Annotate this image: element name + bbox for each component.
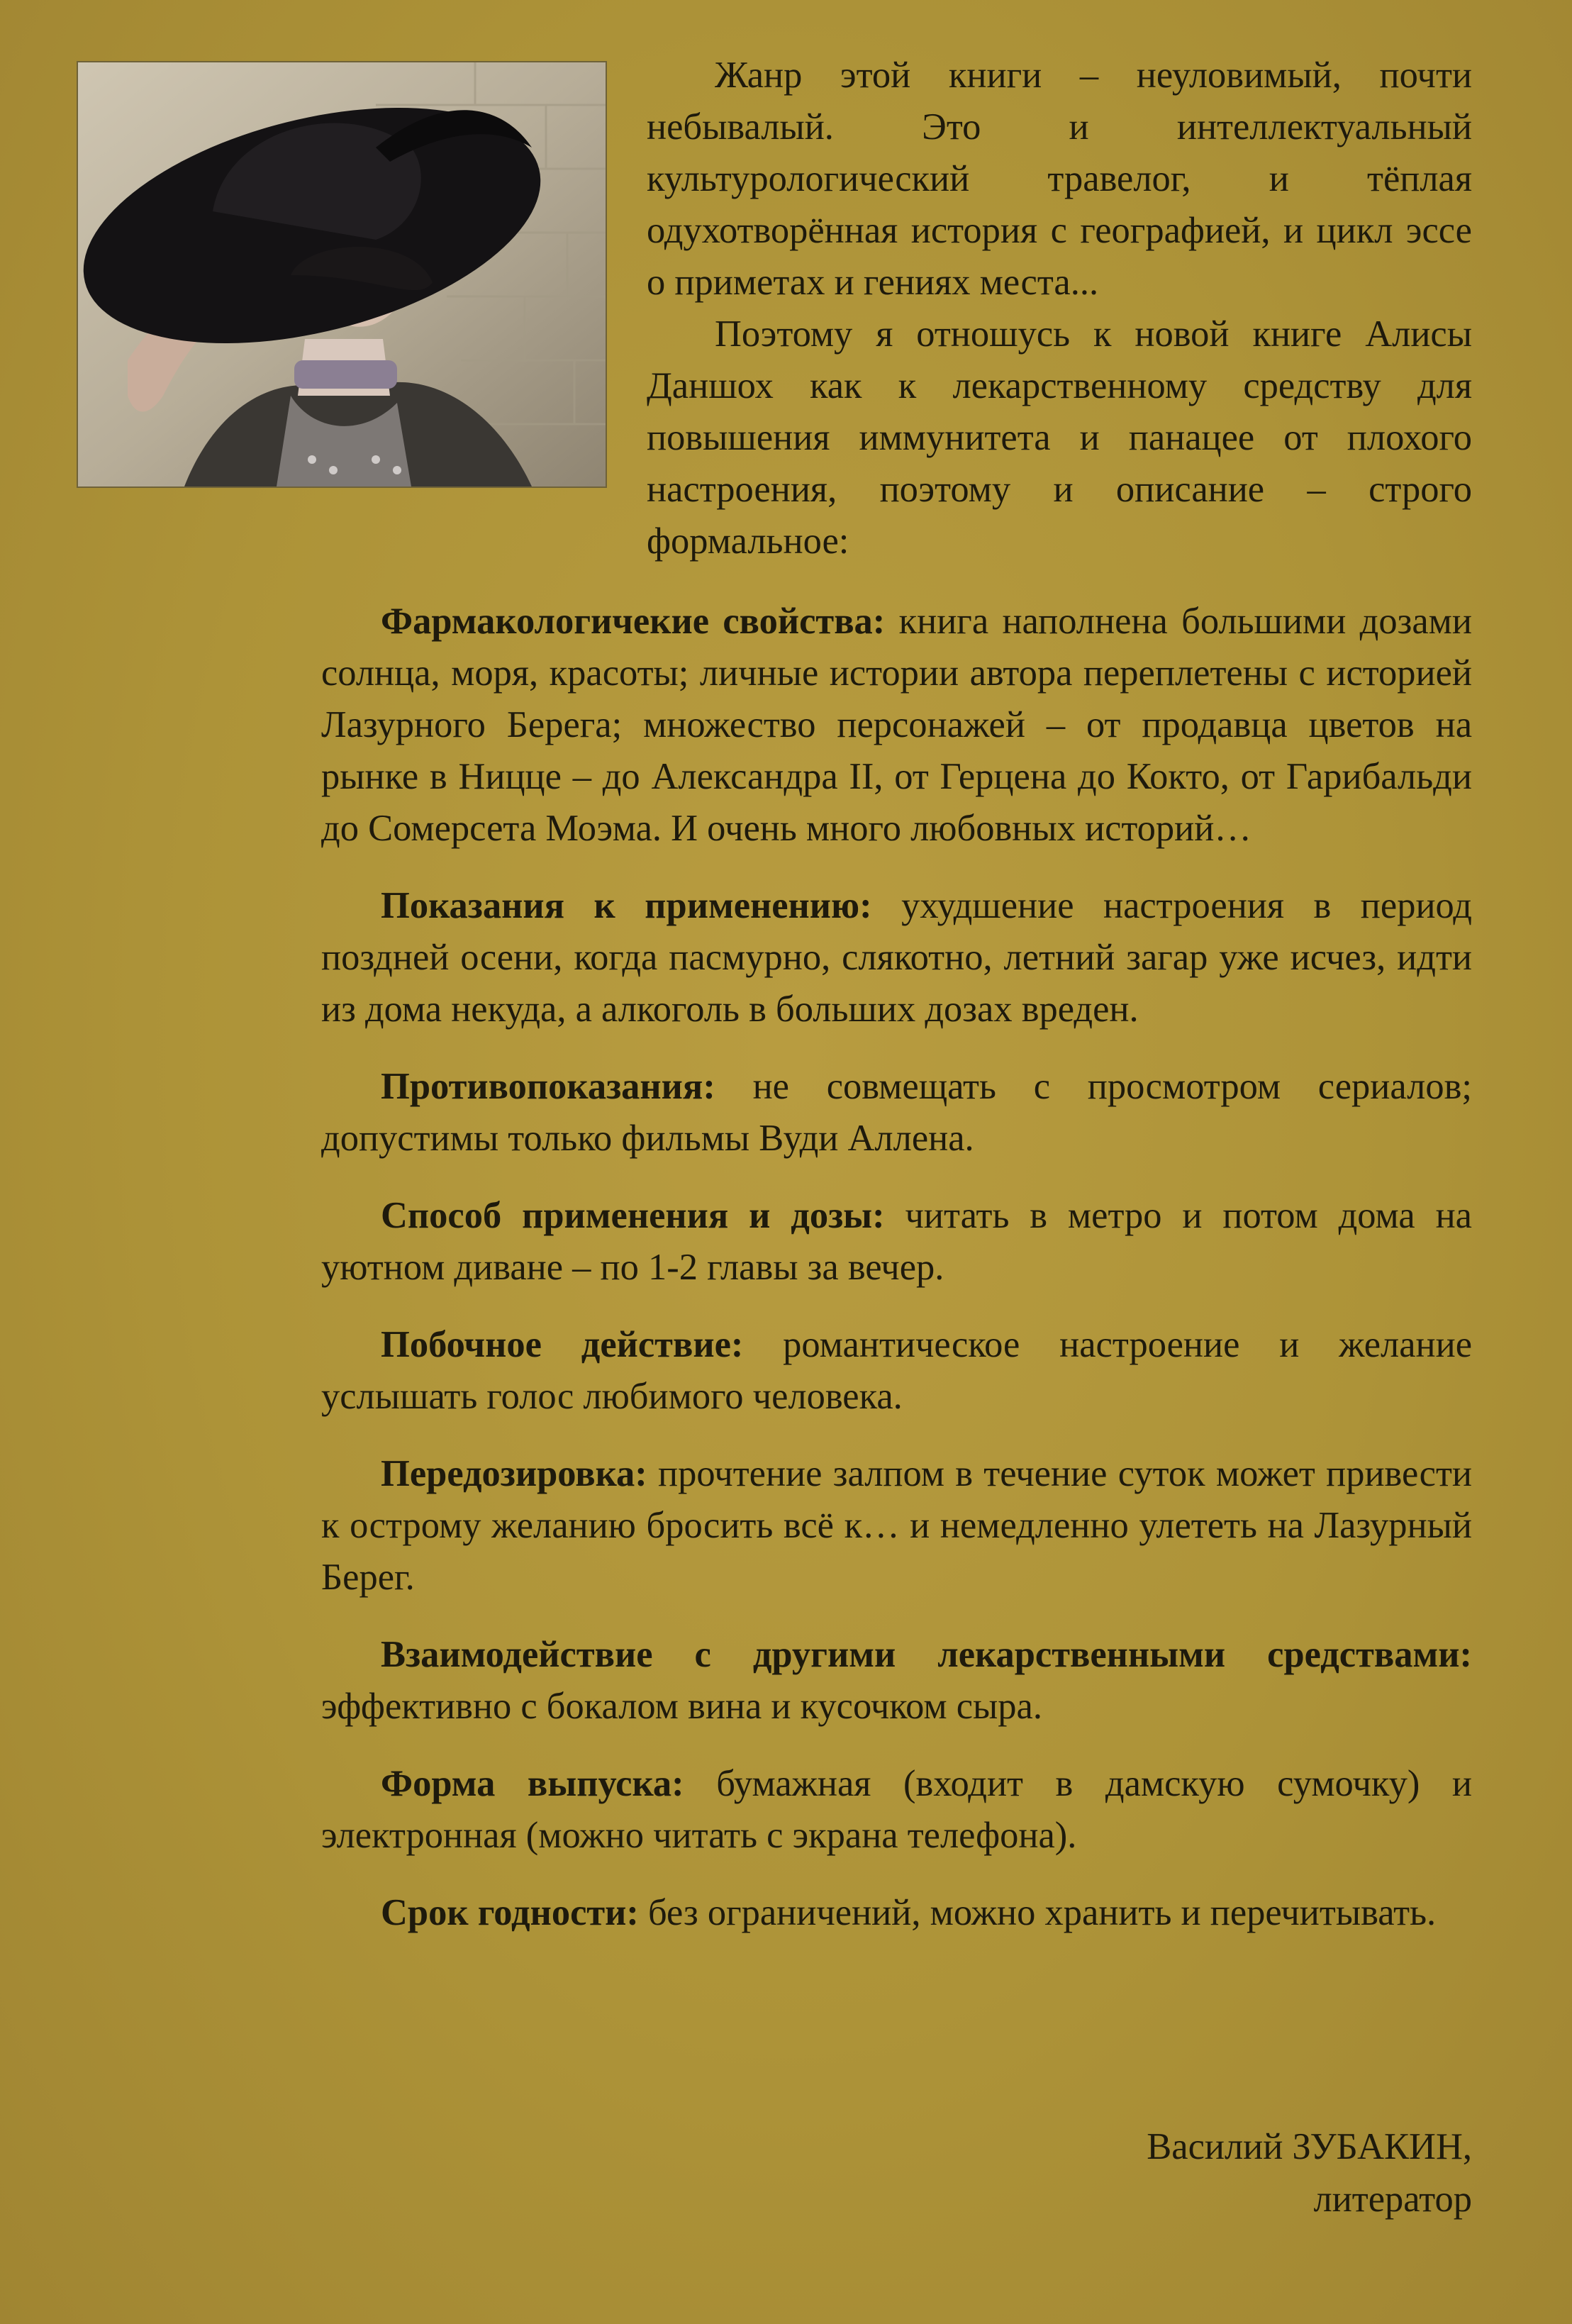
section-text: не совмещать с просмотром сериалов; допустимы только фильмы Вуди Аллена. xyxy=(321,1066,1472,1159)
section-label: Форма выпуска: xyxy=(381,1763,684,1804)
signature xyxy=(1147,2120,1472,2225)
section-text: бумажная (входит в дамскую сумочку) и электронная (можно читать с экрана телефона). xyxy=(321,1763,1472,1856)
section-label: Способ применения и дозы: xyxy=(381,1195,885,1236)
section-pharmacological-properties xyxy=(321,596,1472,855)
intro-text xyxy=(647,50,1472,567)
section-label: Фармакологичекие свойства: xyxy=(381,601,886,642)
woman-in-hat-image xyxy=(78,62,606,487)
section-label: Передозировка: xyxy=(381,1453,647,1494)
signature-name: Василий ЗУБАКИН, xyxy=(1147,2126,1472,2167)
section-text: прочтение залпом в течение суток может привести к острому желанию бросить всё к… и немедленно улететь на Лазурный Берег. xyxy=(321,1453,1472,1598)
intro-paragraph-2: Поэтому я отношусь к новой книге Алисы Даншох как к лекарственному средству для повышения иммунитета и панацее от плохого настроения, поэтому и описание – строго формальное: xyxy=(647,313,1472,562)
section-text: без ограничений, можно хранить и перечитывать. xyxy=(638,1892,1437,1933)
section-label: Срок годности: xyxy=(381,1892,639,1933)
section-label: Показания к применению: xyxy=(381,885,872,926)
section-side-effects xyxy=(321,1319,1472,1423)
cover-photo xyxy=(77,61,607,488)
section-text: читать в метро и потом дома на уютном диване – по 1-2 главы за вечер. xyxy=(321,1195,1472,1288)
signature-role: литератор xyxy=(1313,2179,1472,2220)
section-label: Побочное действие: xyxy=(381,1324,744,1365)
section-label: Противопоказания: xyxy=(381,1066,715,1107)
section-dosage xyxy=(321,1190,1472,1294)
section-indications xyxy=(321,880,1472,1035)
section-text: книга наполнена большими дозами солнца, моря, красоты; личные истории автора переплетены с историей Лазурного Берега; множество персонажей – от продавца цветов на рынке в Ницце – до Александра II, от Герцена до Кокто, от Гарибальди до Сомерсета Моэма. И очень много любовных историй… xyxy=(321,601,1472,849)
section-contraindications xyxy=(321,1061,1472,1164)
section-overdose xyxy=(321,1448,1472,1603)
section-release-form xyxy=(321,1758,1472,1862)
section-label: Взаимодействие с другими лекарственными средствами: xyxy=(381,1634,1472,1675)
pharmacology-sections xyxy=(321,596,1472,1964)
section-interactions xyxy=(321,1629,1472,1733)
section-shelf-life xyxy=(321,1887,1472,1939)
section-text: романтическое настроение и желание услышать голос любимого человека. xyxy=(321,1324,1473,1417)
section-text: эффективно с бокалом вина и кусочком сыра. xyxy=(321,1686,1042,1727)
intro-paragraph-1: Жанр этой книги – неуловимый, почти небывалый. Это и интеллектуальный культурологический травелог, и тёплая одухотворённая история с географией, и цикл эссе о приметах и гениях места... xyxy=(647,55,1472,303)
section-text: ухудшение настроения в период поздней осени, когда пасмурно, слякотно, летний загар уже исчез, идти из дома некуда, а алкоголь в больших дозах вреден. xyxy=(321,885,1472,1030)
